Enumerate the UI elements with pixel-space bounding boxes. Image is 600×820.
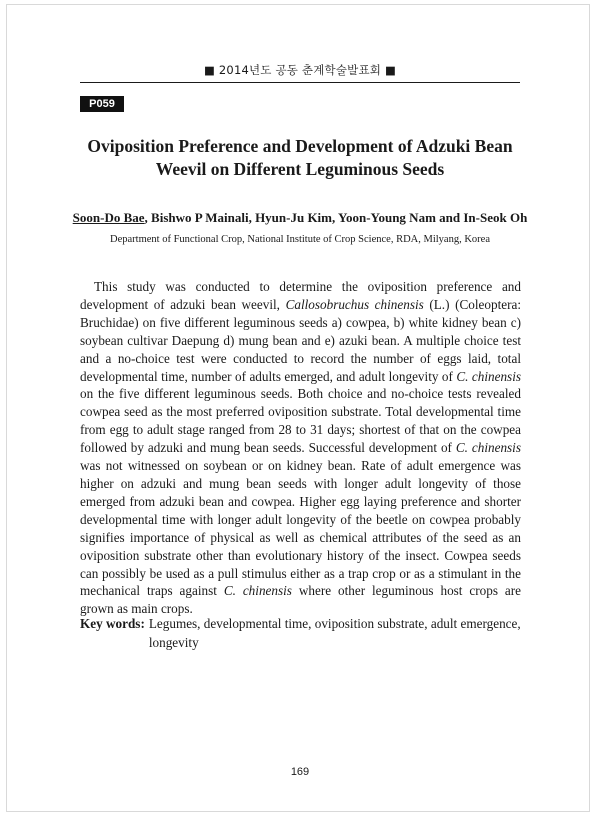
abstract-part-5: where other leguminous host crops are grown as main crops. (80, 583, 521, 617)
paper-code-badge: P059 (80, 96, 124, 112)
page-number: 169 (290, 766, 310, 778)
species-name-abbr: C. chinensis (455, 440, 521, 456)
header-rule (80, 82, 520, 83)
first-author: Soon-Do Bae (72, 210, 145, 225)
other-authors: , Bishwo P Mainali, Hyun-Ju Kim, Yoon-Young Nam and In-Seok Oh (144, 210, 528, 225)
paper-title (60, 135, 540, 181)
keywords-label: Key words: (80, 616, 145, 631)
abstract-part-3: on the five different leguminous seeds. Both choice and no-choice tests revealed cowpea seed as the most preferred oviposition substrate. Total developmental time from egg to adult stage ranged from 28 to 31 days; shortest of that on the cowpea followed by adzuki and mung bean seeds. Successful development of (80, 386, 521, 456)
conference-header (0, 62, 600, 78)
title-line-1: Oviposition Preference and Development of Adzuki Bean (87, 136, 513, 156)
header-text: 2014년도 공동 춘계학술발표회 (218, 63, 382, 77)
title-line-2: Weevil on Different Leguminous Seeds (155, 159, 445, 179)
author-list (40, 210, 560, 226)
header-right-mark: ■ (384, 63, 397, 77)
keywords-text: Legumes, developmental time, oviposition substrate, adult emergence, longevity (148, 616, 521, 650)
species-name-abbr: C. chinensis (223, 583, 292, 599)
abstract-part-1: This study was conducted to determine the oviposition preference and development of adzuki bean weevil, (80, 279, 521, 312)
species-name-abbr: C. chinensis (456, 368, 521, 384)
keywords-block (80, 614, 521, 652)
abstract-part-2: (L.) (Coleoptera: Bruchidae) on five different leguminous seeds a) cowpea, b) white kidney bean c) soybean cultivar Daepung d) mung bean and e) azuki bean. A multiple choice test and a no-choice test were conducted to record the number of eggs laid, total developmental time, number of adults emerged, and adult longevity of (80, 296, 521, 384)
abstract-part-4: was not witnessed on soybean or on kidney bean. Rate of adult emergence was higher on adzuki and mung bean seeds with longer adult longevity of those emerged from adzuki bean and cowpea. Higher egg laying preference and shorter developmental time with longer adult longevity of the beetle on cowpea probably signifies importance of physical as well as chemical attributes of the seed as an oviposition substrate other than evolutionary history of the insect. Cowpea seeds can possibly be used as a pull stimulus either as a trap crop or as a stimulant in the mechanical traps against (80, 458, 521, 599)
abstract (80, 278, 521, 618)
affiliation: Department of Functional Crop, National Institute of Crop Science, RDA, Milyang, Korea (110, 234, 490, 245)
header-left-mark: ■ (203, 63, 216, 77)
species-name-full: Callosobruchus chinensis (285, 296, 424, 312)
